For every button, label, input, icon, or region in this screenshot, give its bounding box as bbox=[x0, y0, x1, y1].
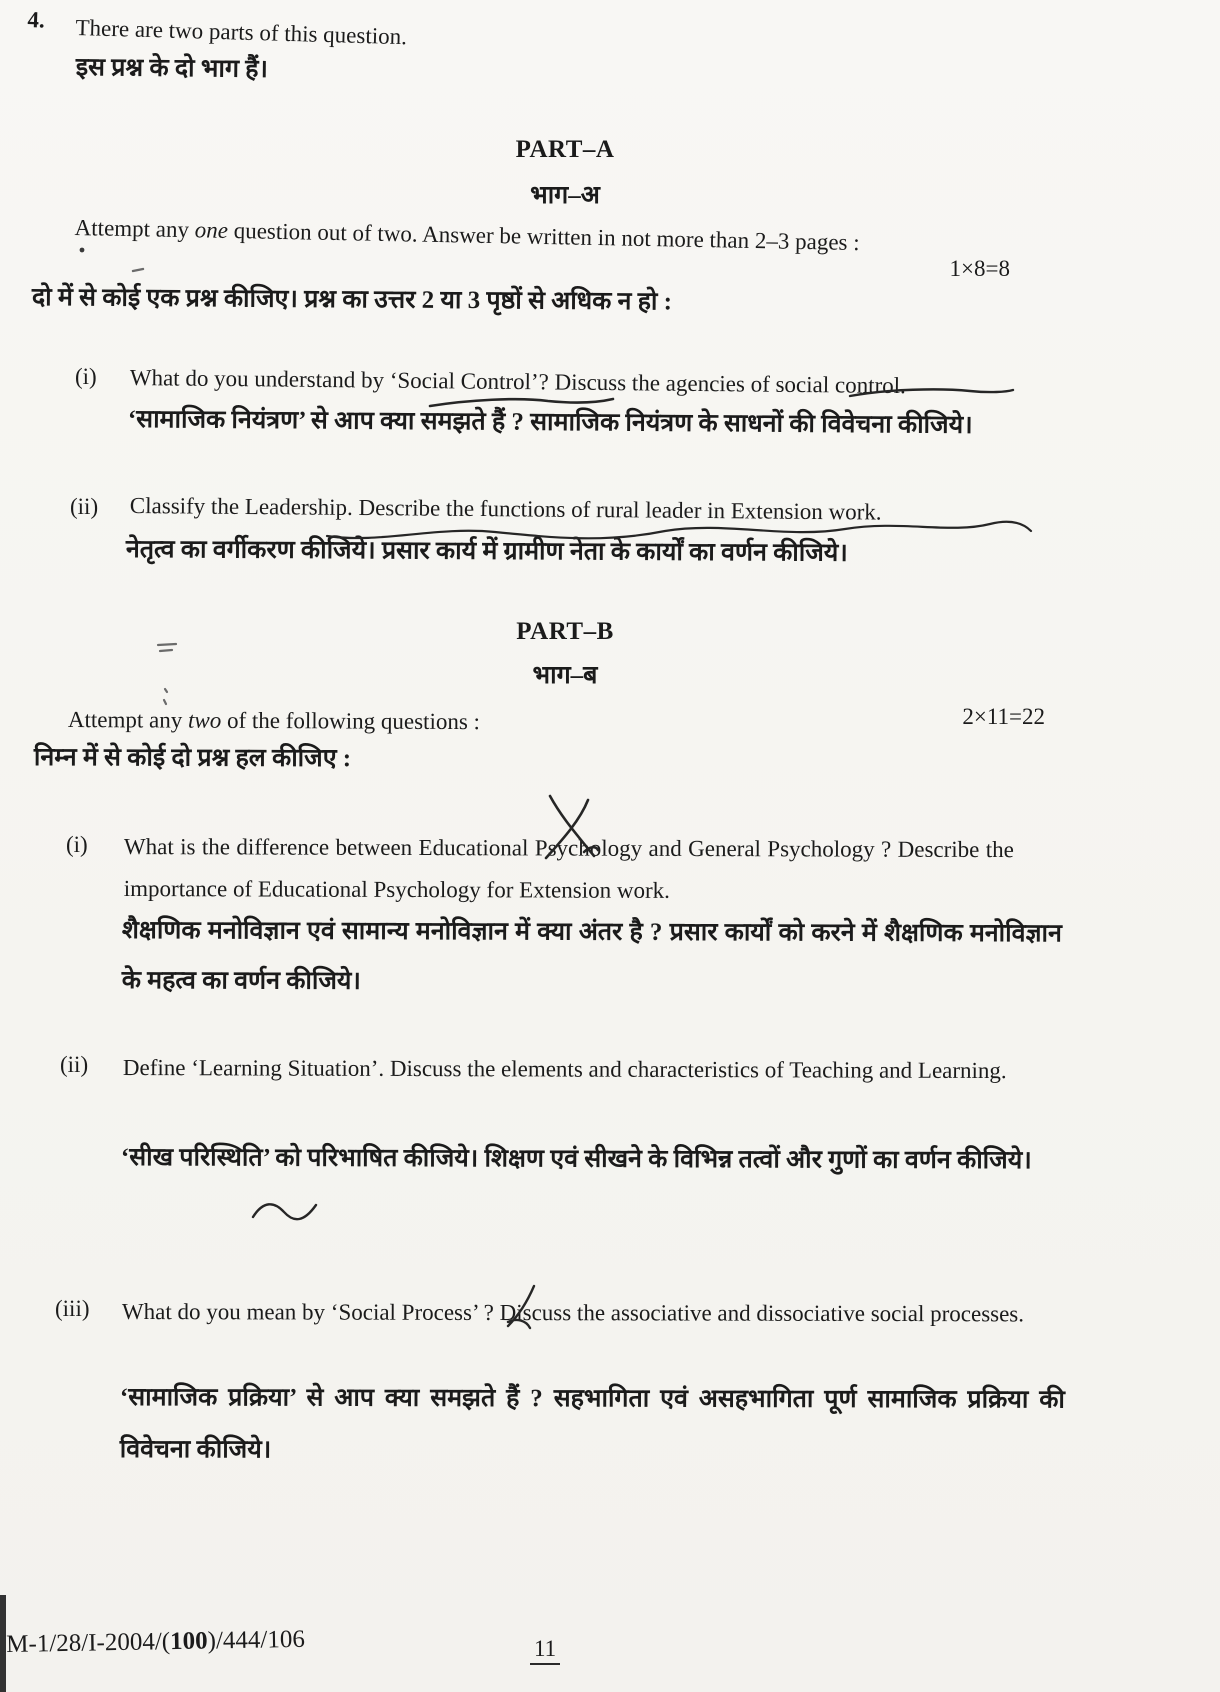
part-b-q1-label: (i) bbox=[66, 832, 88, 857]
part-b-q2-text-hi: ‘सीख परिस्थिति’ को परिभाषित कीजिये। शिक्षण एवं सीखने के विभिन्न तत्वों और गुणों का वर्णन कीजिये। bbox=[120, 1143, 1032, 1175]
part-a-instruction-en: Attempt any one question out of two. Answer be written in not more than 2–3 pages : bbox=[74, 214, 860, 256]
part-a-q1-text-hi: ‘सामाजिक नियंत्रण’ से आप क्या समझते हैं ? सामाजिक नियंत्रण के साधनों की विवेचना कीजिये। bbox=[127, 405, 973, 439]
part-b-instruction-en: Attempt any two of the following questions : bbox=[67, 706, 481, 735]
part-b-title: PART–B bbox=[516, 618, 614, 645]
part-b-marks: 2×11=22 bbox=[962, 704, 1045, 729]
part-b-q1-text-en: What is the difference between Educational Psychology and General Psychology ? Describe the importance of Educational Psychology for Extension work. bbox=[123, 833, 1014, 903]
part-a-q1-label: (i) bbox=[75, 364, 97, 389]
part-b-q1-text-hi: शैक्षणिक मनोविज्ञान एवं सामान्य मनोविज्ञान में क्या अंतर है ? प्रसार कार्यों को करने में शैक्षणिक मनोविज्ञान के महत्व का वर्णन कीजिये। bbox=[121, 916, 1062, 995]
part-b-title-hindi: भाग–ब bbox=[532, 662, 598, 689]
question4-text-hi: इस प्रश्न के दो भाग हैं। bbox=[75, 53, 269, 84]
footer-paper-code: M-1/28/I-2004/(100)/444/106 bbox=[6, 1625, 306, 1658]
part-b-q3-text-en: What do you mean by ‘Social Process’ ? Discuss the associative and dissociative social processes. bbox=[121, 1299, 1025, 1327]
part-b-q2-text-en: Define ‘Learning Situation’. Discuss the elements and characteristics of Teaching and Learning. bbox=[122, 1055, 1007, 1084]
part-b-instruction-hi: निम्न में से कोई दो प्रश्न हल कीजिए : bbox=[33, 744, 352, 773]
part-a-q2-label: (ii) bbox=[70, 494, 99, 519]
pen-underline-social-control bbox=[428, 394, 616, 412]
scan-edge-shadow bbox=[0, 1595, 6, 1692]
part-a-instruction-hi: दो में से कोई एक प्रश्न कीजिए। प्रश्न का उत्तर 2 या 3 पृष्ठों से अधिक न हो : bbox=[31, 283, 673, 316]
part-b-q2-label: (ii) bbox=[60, 1052, 89, 1077]
part-a-q2-text-hi: नेतृत्व का वर्गीकरण कीजिये। प्रसार कार्य में ग्रामीण नेता के कार्यों का वर्णन कीजिये। bbox=[125, 536, 848, 567]
question4-number: 4. bbox=[27, 6, 46, 33]
part-a-q1-text-en: What do you understand by ‘Social Control’? Discuss the agencies of social control. bbox=[129, 364, 906, 399]
pen-underline-social-control-right bbox=[848, 386, 1016, 404]
part-a-marks: 1×8=8 bbox=[949, 256, 1010, 281]
ink-smudge bbox=[156, 640, 182, 656]
part-b-q3-text-hi: ‘सामाजिक प्रक्रिया’ से आप क्या समझते हैं ? सहभागिता एवं असहभागिता पूर्ण सामाजिक प्रक्रिया की विवेचना कीजिये। bbox=[119, 1384, 1065, 1464]
pen-tilde-squiggle bbox=[250, 1192, 320, 1232]
pen-x-mark-educational bbox=[540, 794, 604, 864]
question4-text-en: There are two parts of this question. bbox=[75, 14, 408, 50]
part-b-q3-label: (iii) bbox=[55, 1296, 90, 1321]
pen-slash-process bbox=[500, 1284, 556, 1334]
ink-dot bbox=[78, 246, 88, 256]
ink-dash bbox=[131, 266, 147, 274]
footer-page-number: 11 bbox=[530, 1636, 560, 1665]
part-a-title-hindi: भाग–अ bbox=[530, 182, 600, 209]
part-a-q2-text-en: Classify the Leadership. Describe the functions of rural leader in Extension work. bbox=[129, 492, 882, 525]
pen-wavy-underline-leadership bbox=[325, 516, 1035, 550]
part-a-title: PART–A bbox=[515, 136, 615, 163]
